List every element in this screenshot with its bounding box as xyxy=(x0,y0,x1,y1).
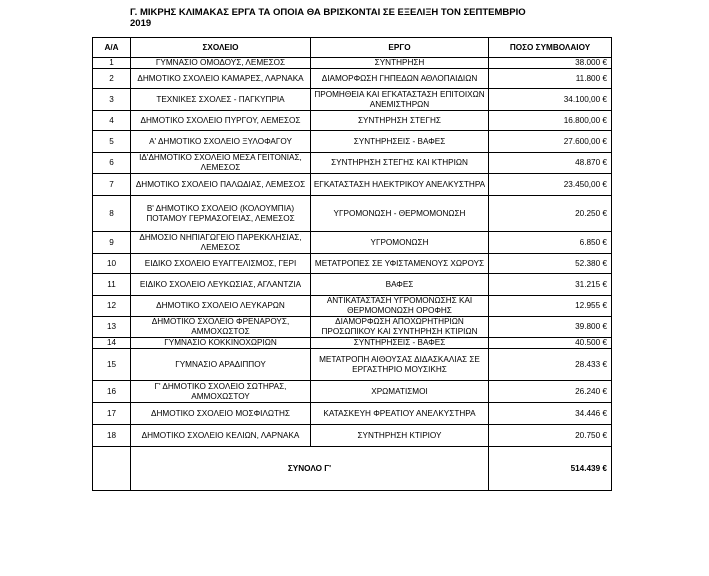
row-project: ΑΝΤΙΚΑΤΑΣΤΑΣΗ ΥΓΡΟΜΟΝΩΣΗΣ ΚΑΙ ΘΕΡΜΟΜΟΝΩΣΗ ΟΡΟΦΗΣ xyxy=(311,296,489,317)
row-amount: 34.446 € xyxy=(489,403,612,425)
page-title: Γ. ΜΙΚΡΗΣ ΚΛΙΜΑΚΑΣ ΕΡΓΑ ΤΑ ΟΠΟΙΑ ΘΑ ΒΡΙΣΚΟΝΤΑΙ ΣΕ ΕΞΕΛΙΞΗ ΤΟΝ ΣΕΠΤΕΜΒΡΙΟ 2019 xyxy=(130,7,526,29)
row-school: ΔΗΜΟΤΙΚΟ ΣΧΟΛΕΙΟ ΜΟΣΦΙΛΩΤΗΣ xyxy=(131,403,311,425)
row-num: 18 xyxy=(93,425,131,447)
row-school: ΔΗΜΟΣΙΟ ΝΗΠΙΑΓΩΓΕΙΟ ΠΑΡΕΚΚΛΗΣΙΑΣ, ΛΕΜΕΣΟΣ xyxy=(131,232,311,254)
row-num: 10 xyxy=(93,254,131,274)
row-num: 4 xyxy=(93,111,131,131)
row-school: ΕΙΔΙΚΟ ΣΧΟΛΕΙΟ ΛΕΥΚΩΣΙΑΣ, ΑΓΛΑΝΤΖΙΑ xyxy=(131,274,311,296)
table-row xyxy=(93,349,612,381)
row-num: 9 xyxy=(93,232,131,254)
row-school: Γ' ΔΗΜΟΤΙΚΟ ΣΧΟΛΕΙΟ ΣΩΤΗΡΑΣ, ΑΜΜΟΧΩΣΤΟΥ xyxy=(131,381,311,403)
row-num: 11 xyxy=(93,274,131,296)
row-project: ΣΥΝΤΗΡΗΣΗ ΣΤΕΓΗΣ xyxy=(311,111,489,131)
row-project: ΕΓΚΑΤΑΣΤΑΣΗ ΗΛΕΚΤΡΙΚΟΥ ΑΝΕΛΚΥΣΤΗΡΑ xyxy=(311,174,489,196)
row-project: ΜΕΤΑΤΡΟΠΕΣ ΣΕ ΥΦΙΣΤΑΜΕΝΟΥΣ ΧΩΡΟΥΣ xyxy=(311,254,489,274)
row-amount: 26.240 € xyxy=(489,381,612,403)
row-amount: 27.600,00 € xyxy=(489,131,612,153)
row-project: ΣΥΝΤΗΡΗΣΗ ΚΤΙΡΙΟΥ xyxy=(311,425,489,447)
row-project: ΧΡΩΜΑΤΙΣΜΟΙ xyxy=(311,381,489,403)
row-amount: 48.870 € xyxy=(489,153,612,174)
row-project: ΥΓΡΟΜΟΝΩΣΗ - ΘΕΡΜΟΜΟΝΩΣΗ xyxy=(311,196,489,232)
row-school: ΙΔ'ΔΗΜΟΤΙΚΟ ΣΧΟΛΕΙΟ ΜΕΣΑ ΓΕΙΤΟΝΙΑΣ, ΛΕΜΕΣΟΣ xyxy=(131,153,311,174)
row-num: 14 xyxy=(93,338,131,349)
row-amount: 20.250 € xyxy=(489,196,612,232)
row-school: ΔΗΜΟΤΙΚΟ ΣΧΟΛΕΙΟ ΚΕΛΙΩΝ, ΛΑΡΝΑΚΑ xyxy=(131,425,311,447)
table-row xyxy=(93,254,612,274)
row-project: ΣΥΝΤΗΡΗΣΗ ΣΤΕΓΗΣ ΚΑΙ ΚΤΗΡΙΩΝ xyxy=(311,153,489,174)
row-amount: 52.380 € xyxy=(489,254,612,274)
row-project: ΥΓΡΟΜΟΝΩΣΗ xyxy=(311,232,489,254)
row-school: Α' ΔΗΜΟΤΙΚΟ ΣΧΟΛΕΙΟ ΞΥΛΟΦΑΓΟΥ xyxy=(131,131,311,153)
row-amount: 34.100,00 € xyxy=(489,89,612,111)
row-project: ΠΡΟΜΗΘΕΙΑ ΚΑΙ ΕΓΚΑΤΑΣΤΑΣΗ ΕΠΙΤΟΙΧΩΝ ΑΝΕΜΙΣΤΗΡΩΝ xyxy=(311,89,489,111)
row-amount: 16.800,00 € xyxy=(489,111,612,131)
row-school: ΓΥΜΝΑΣΙΟ ΚΟΚΚΙΝΟΧΩΡΙΩΝ xyxy=(131,338,311,349)
table-row xyxy=(93,153,612,174)
row-school: ΓΥΜΝΑΣΙΟ ΟΜΟΔΟΥΣ, ΛΕΜΕΣΟΣ xyxy=(131,58,311,69)
row-school: ΔΗΜΟΤΙΚΟ ΣΧΟΛΕΙΟ ΦΡΕΝΑΡΟΥΣ, ΑΜΜΟΧΩΣΤΟΣ xyxy=(131,317,311,338)
row-num: 13 xyxy=(93,317,131,338)
row-num: 12 xyxy=(93,296,131,317)
row-num: 8 xyxy=(93,196,131,232)
row-school: ΕΙΔΙΚΟ ΣΧΟΛΕΙΟ ΕΥΑΓΓΕΛΙΣΜΟΣ, ΓΕΡΙ xyxy=(131,254,311,274)
row-school: ΔΗΜΟΤΙΚΟ ΣΧΟΛΕΙΟ ΠΥΡΓΟΥ, ΛΕΜΕΣΟΣ xyxy=(131,111,311,131)
row-num: 6 xyxy=(93,153,131,174)
row-project: ΣΥΝΤΗΡΗΣΕΙΣ - ΒΑΦΕΣ xyxy=(311,131,489,153)
table-header-row xyxy=(93,38,612,58)
row-project: ΜΕΤΑΤΡΟΠΗ ΑΙΘΟΥΣΑΣ ΔΙΔΑΣΚΑΛΙΑΣ ΣΕ ΕΡΓΑΣΤΗΡΙΟ ΜΟΥΣΙΚΗΣ xyxy=(311,349,489,381)
row-num: 2 xyxy=(93,69,131,89)
row-school: ΔΗΜΟΤΙΚΟ ΣΧΟΛΕΙΟ ΛΕΥΚΑΡΩΝ xyxy=(131,296,311,317)
row-school: ΔΗΜΟΤΙΚΟ ΣΧΟΛΕΙΟ ΚΑΜΑΡΕΣ, ΛΑΡΝΑΚΑ xyxy=(131,69,311,89)
row-amount: 23.450,00 € xyxy=(489,174,612,196)
row-school: ΔΗΜΟΤΙΚΟ ΣΧΟΛΕΙΟ ΠΑΛΩΔΙΑΣ, ΛΕΜΕΣΟΣ xyxy=(131,174,311,196)
projects-table xyxy=(92,37,612,491)
row-project: ΒΑΦΕΣ xyxy=(311,274,489,296)
row-school: ΤΕΧΝΙΚΕΣ ΣΧΟΛΕΣ - ΠΑΓΚΥΠΡΙΑ xyxy=(131,89,311,111)
row-project: ΔΙΑΜΟΡΦΩΣΗ ΑΠΟΧΩΡΗΤΗΡΙΩΝ ΠΡΟΣΩΠΙΚΟΥ ΚΑΙ ΣΥΝΤΗΡΗΣΗ ΚΤΙΡΙΩΝ xyxy=(311,317,489,338)
table-row xyxy=(93,232,612,254)
row-num: 1 xyxy=(93,58,131,69)
row-project: ΚΑΤΑΣΚΕΥΗ ΦΡΕΑΤΙΟΥ ΑΝΕΛΚΥΣΤΗΡΑ xyxy=(311,403,489,425)
row-amount: 31.215 € xyxy=(489,274,612,296)
total-row xyxy=(93,447,612,491)
total-label: ΣΥΝΟΛΟ Γ' xyxy=(131,447,489,491)
row-school: Β' ΔΗΜΟΤΙΚΟ ΣΧΟΛΕΙΟ (ΚΟΛΟΥΜΠΙΑ) ΠΟΤΑΜΟΥ ΓΕΡΜΑΣΟΓΕΙΑΣ, ΛΕΜΕΣΟΣ xyxy=(131,196,311,232)
row-num: 17 xyxy=(93,403,131,425)
row-amount: 28.433 € xyxy=(489,349,612,381)
row-amount: 40.500 € xyxy=(489,338,612,349)
row-num: 3 xyxy=(93,89,131,111)
header-num: Α/Α xyxy=(93,38,131,58)
row-amount: 11.800 € xyxy=(489,69,612,89)
table-row xyxy=(93,58,612,69)
row-school: ΓΥΜΝΑΣΙΟ ΑΡΑΔΙΠΠΟΥ xyxy=(131,349,311,381)
table-row xyxy=(93,274,612,296)
row-amount: 39.800 € xyxy=(489,317,612,338)
total-amount: 514.439 € xyxy=(489,447,612,491)
header-amount: ΠΟΣΟ ΣΥΜΒΟΛΑΙΟΥ xyxy=(489,38,612,58)
table-row xyxy=(93,403,612,425)
row-amount: 38.000 € xyxy=(489,58,612,69)
table-row xyxy=(93,69,612,89)
table-row xyxy=(93,131,612,153)
table-row xyxy=(93,425,612,447)
row-num: 16 xyxy=(93,381,131,403)
row-project: ΣΥΝΤΗΡΗΣΕΙΣ - ΒΑΦΕΣ xyxy=(311,338,489,349)
row-num: 5 xyxy=(93,131,131,153)
table-row xyxy=(93,89,612,111)
total-empty-cell xyxy=(93,447,131,491)
row-num: 7 xyxy=(93,174,131,196)
table-row xyxy=(93,296,612,317)
row-num: 15 xyxy=(93,349,131,381)
header-school: ΣΧΟΛΕΙΟ xyxy=(131,38,311,58)
table-row xyxy=(93,317,612,338)
table-row xyxy=(93,381,612,403)
row-amount: 6.850 € xyxy=(489,232,612,254)
row-amount: 20.750 € xyxy=(489,425,612,447)
table-row xyxy=(93,338,612,349)
table-row xyxy=(93,174,612,196)
row-project: ΔΙΑΜΟΡΦΩΣΗ ΓΗΠΕΔΩΝ ΑΘΛΟΠΑΙΔΙΩΝ xyxy=(311,69,489,89)
header-project: ΕΡΓΟ xyxy=(311,38,489,58)
row-project: ΣΥΝΤΗΡΗΣΗ xyxy=(311,58,489,69)
row-amount: 12.955 € xyxy=(489,296,612,317)
table-row xyxy=(93,196,612,232)
table-row xyxy=(93,111,612,131)
